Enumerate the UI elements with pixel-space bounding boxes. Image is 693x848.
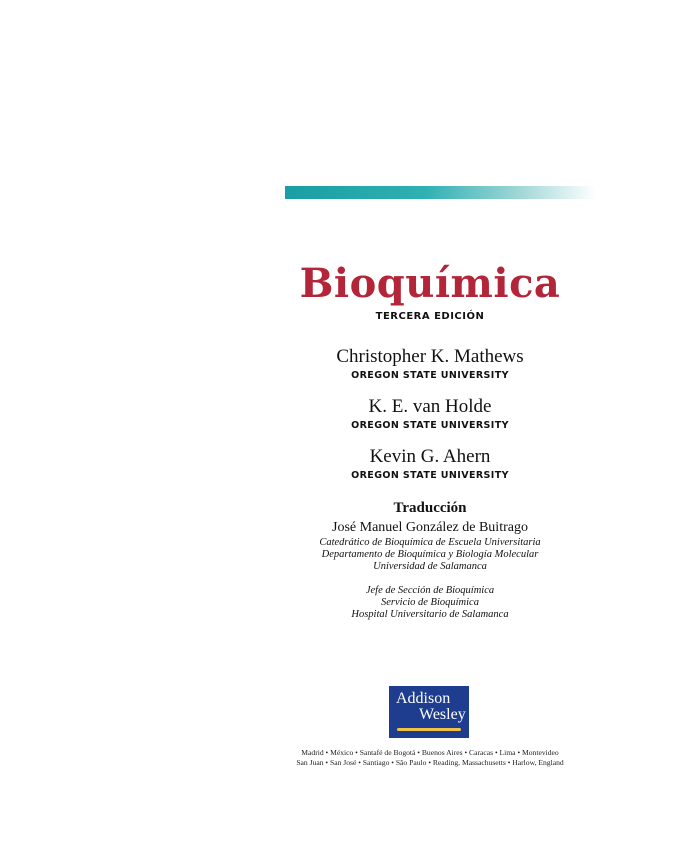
translator-credential: Jefe de Sección de Bioquímica — [365, 585, 495, 596]
translator-credential: Departamento de Bioquímica y Biología Molecular — [321, 549, 539, 560]
author-name: Christopher K. Mathews — [336, 346, 524, 367]
logo-swoosh — [397, 728, 461, 731]
translator-credential: Servicio de Bioquímica — [381, 597, 479, 608]
author-name: Kevin G. Ahern — [369, 446, 491, 467]
author-affiliation: OREGON STATE UNIVERSITY — [351, 370, 509, 381]
publisher-cities: San Juan • San José • Santiago • São Paulo • Reading, Massachusetts • Harlow, England — [296, 758, 564, 767]
edition-label: TERCERA EDICIÓN — [375, 311, 485, 322]
accent-bar — [285, 186, 596, 199]
publisher-logo — [389, 686, 469, 738]
author-name: K. E. van Holde — [368, 396, 492, 417]
translation-heading: Traducción — [393, 500, 467, 516]
logo-word: Wesley — [419, 706, 466, 723]
translator-credential: Hospital Universitario de Salamanca — [351, 609, 509, 620]
translator-credential: Universidad de Salamanca — [373, 561, 487, 572]
logo-word: Addison — [396, 690, 451, 707]
translator-credential: Catedrático de Bioquímica de Escuela Universitaria — [319, 537, 541, 548]
author-affiliation: OREGON STATE UNIVERSITY — [351, 470, 509, 481]
publisher-cities: Madrid • México • Santafé de Bogotá • Buenos Aires • Caracas • Lima • Montevideo — [301, 748, 559, 757]
translator-name: José Manuel González de Buitrago — [332, 520, 528, 535]
book-title: Bioquímica — [299, 260, 561, 307]
author-affiliation: OREGON STATE UNIVERSITY — [351, 420, 509, 431]
